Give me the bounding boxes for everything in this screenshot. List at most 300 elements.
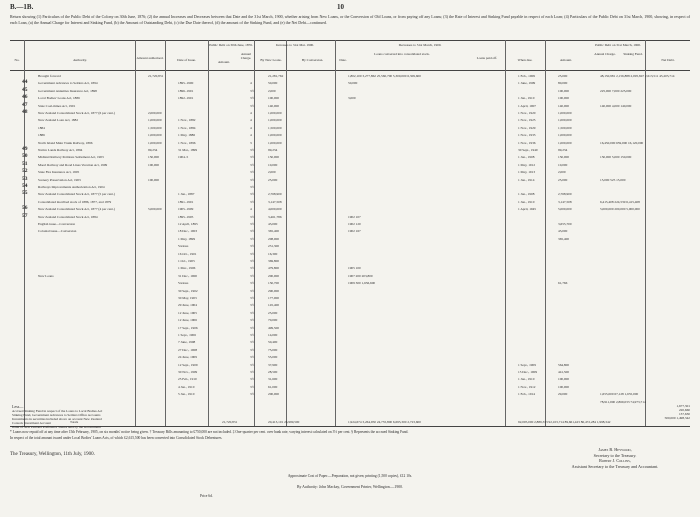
row-rate: 4	[250, 81, 252, 86]
column-head-annual-charge-1900: Annual Charge.	[594, 52, 616, 56]
row-number: 57	[22, 212, 28, 219]
row-when-due: 15 Dec., 1909	[518, 370, 538, 374]
row-number: 56	[22, 205, 28, 212]
approximate-cost: Approximate Cost of Paper.—Preparation, not given; printing (1,500 copies), £12 10s.	[287, 474, 413, 478]
printer-imprint: By Authority: John Mackay, Government Printer, Wellington.—1900.	[297, 485, 403, 489]
row-when-due: 1 May, 1913	[518, 170, 536, 175]
row-rate: 3½	[250, 333, 255, 337]
totals-label: Totals	[70, 420, 79, 424]
row-totals: 225,000 7,000 225,000	[600, 88, 632, 93]
row-increase: 50,400	[268, 340, 278, 345]
row-amount-1900: 150,000	[558, 155, 570, 160]
row-date-of-issue: 31 Dec., 1900	[178, 273, 198, 278]
row-increase: 1,000,000	[268, 133, 282, 138]
less-item: Accrued Sinking Fund in respect of the Loans to Local Bodies Act	[12, 409, 103, 413]
row-totals: 1,655,000 67,128 1,655,000	[600, 392, 639, 397]
row-rate: 3½	[250, 296, 255, 300]
row-decrease: 1902 167	[348, 229, 361, 234]
row-decrease: 1,802,100 3,277,862 25,560,700 5,300,000 6,309,600	[348, 74, 421, 78]
row-amount-1900: 1,000,000	[558, 133, 572, 138]
row-rate: 3½	[250, 259, 255, 263]
row-number: 48	[22, 109, 28, 115]
row-date-of-issue: 25 Feb., 1910	[178, 377, 197, 382]
footnote-2: In respect of the total amount issued under Local Bodies' Loans Acts, of which £2,615,500 has been converted into Consolidated Stock Debentures.	[10, 436, 223, 440]
row-when-due: 1 April, 1945	[518, 207, 536, 212]
row-amount-1900: 99,234	[558, 148, 568, 152]
column-head-amount-1900: Amount.	[560, 58, 572, 62]
row-date-of-issue: 1 Oct., 1905	[178, 259, 195, 263]
row-amount-authorised: 2,000,000	[148, 111, 162, 115]
row-rate: 3½	[250, 162, 255, 167]
row-increase: 50,000	[268, 81, 278, 86]
row-date-of-issue: 16 Oct., 1901	[178, 251, 197, 256]
row-number: 45	[22, 86, 28, 93]
row-amount-1900: 2,000	[558, 170, 566, 175]
row-rate: 3½	[250, 155, 255, 160]
row-decrease: 50,000	[348, 81, 358, 86]
less-item: Investments in securities included above on account New Zealand Consols Investment Account	[12, 417, 102, 425]
row-amount-authorised: 1,000,000	[148, 118, 162, 123]
row-rate: 3½	[250, 288, 255, 293]
place-date: The Treasury, Wellington, 11th July, 1900.	[10, 452, 95, 457]
row-when-due: 1 Nov., 1925	[518, 118, 536, 123]
row-rate: 3½	[250, 340, 255, 345]
row-date-of-issue: 1 Nov., 1882	[178, 118, 196, 123]
row-rate: 3½	[250, 148, 255, 152]
signatory-title: Assistant Secretary to the Treasury and Accountant.	[571, 463, 659, 469]
row-increase: 2,000	[268, 88, 276, 93]
row-amount-1900: 100,000	[558, 96, 570, 101]
row-when-due: 1 Nov., 1912	[518, 384, 536, 389]
column-head-authority: Authority.	[73, 58, 87, 62]
row-authority: New Zealand Consolidated Stock Act, 1877 (6 per cent.)	[38, 111, 115, 115]
row-rate: 3½	[250, 222, 255, 226]
row-increase: 290,000	[268, 288, 280, 293]
row-rate: 3½	[250, 170, 255, 175]
table-header-rule	[10, 70, 690, 71]
row-authority: New Zealand Consolidated Stock Act, 1877 (4 per cent.)	[38, 207, 115, 212]
signatory-name: Robert J. Collins,	[599, 458, 631, 463]
column-divider	[335, 40, 336, 426]
row-authority: State Fire Insurance Act, 1905	[38, 170, 80, 175]
row-number: 44	[22, 79, 28, 86]
row-increase: 231,300	[268, 244, 280, 249]
row-increase: 2,768,900	[268, 192, 282, 197]
row-totals: 15,000 525 15,000	[600, 177, 626, 182]
row-totals: 48,150,981 2,156,888 2,095,847 2,613,511 45,205,714	[600, 74, 675, 78]
row-date-of-issue: Various	[178, 281, 189, 286]
row-date-of-issue: 1904–5	[178, 155, 189, 160]
row-authority: Midland Railway Petitions Settlement Act, 1903	[38, 155, 104, 160]
row-rate: 3½	[250, 347, 255, 352]
row-amount-1900: 5,000,000	[558, 207, 572, 212]
column-divider	[135, 40, 136, 426]
row-amount-1900: 61,766	[558, 281, 568, 286]
row-totals: 6,415,408 224,539 6,415,408	[600, 199, 640, 204]
row-rate: 3½	[250, 96, 255, 101]
row-date-of-issue: 31 Mar., 1899	[178, 148, 198, 152]
less-value: 137,630	[678, 412, 690, 416]
row-date-of-issue: 12 June, 1906	[178, 318, 197, 323]
row-date-of-issue: 1905–1909	[178, 207, 194, 212]
page-number: 10	[337, 3, 344, 11]
row-increase: 1,500,000	[268, 125, 282, 130]
row-rate: 3½	[250, 377, 255, 382]
column-head-date: Date.	[339, 58, 347, 62]
row-date-of-issue: 1891–1901	[178, 199, 194, 204]
signature-block-1	[540, 447, 690, 458]
row-date-of-issue: 12 June, 1905	[178, 310, 197, 315]
row-rate: 3½	[250, 177, 255, 182]
row-date-of-issue: 30 May, 1903	[178, 296, 197, 300]
row-rate: 3½	[250, 199, 255, 204]
row-rate: 3½	[250, 266, 255, 271]
column-head-amount: Amount.	[218, 60, 230, 64]
row-authority: State Coal-mines Act, 1901	[38, 103, 76, 108]
row-amount-authorised: 100,000	[148, 177, 160, 182]
row-date-of-issue: 1 Nov., 1884	[178, 125, 196, 130]
less-value: 220,660	[678, 408, 690, 412]
row-number: 50	[22, 153, 28, 160]
row-totals: 150,000 5,000 150,000	[600, 155, 632, 160]
row-decrease: 1905 100	[348, 266, 361, 271]
column-divider	[545, 40, 546, 426]
row-amount-1900: 100,000	[558, 88, 570, 93]
row-increase: 25,000	[268, 310, 278, 315]
row-amount-authorised: 5,000,000	[148, 207, 162, 212]
row-amount-authorised: 1,500,000	[148, 125, 162, 130]
row-amount-authorised: 99,234	[148, 148, 158, 152]
row-rate: 3½	[250, 103, 255, 108]
row-amount-1900: 100,000	[558, 384, 570, 389]
row-date-of-issue: 1 Mar., 1906	[178, 266, 196, 271]
row-increase: 200,000	[268, 273, 280, 278]
column-head-debt-1876: Public Debt on 30th June, 1876.	[209, 43, 253, 47]
row-rate: 4	[250, 207, 252, 212]
row-date-of-issue: 1 May, 1886	[178, 133, 196, 138]
row-when-due: 1 Feb., 1914	[518, 392, 535, 397]
row-decrease: 1902 120	[348, 222, 361, 226]
row-increase: 140,000	[268, 103, 280, 108]
row-authority: Government Advances to Settlers Act, 1894	[38, 81, 98, 86]
row-rate: 3½	[250, 362, 255, 367]
row-authority: North Island Main Trunk Railway, 1896	[38, 140, 93, 145]
row-number: 55	[22, 190, 28, 197]
row-date-of-issue: 1892–1901	[178, 96, 194, 101]
column-head-no: No.	[14, 58, 20, 62]
row-date-of-issue: 29 June, 1904	[178, 303, 197, 308]
column-divider	[505, 40, 506, 426]
row-authority: New Loans	[38, 273, 54, 278]
less-value: 500,000 1,498,342	[664, 416, 690, 420]
row-authority: 1886	[38, 133, 45, 138]
row-date-of-issue: 17 Sept., 1906	[178, 325, 198, 330]
row-increase: 479,800	[268, 266, 280, 271]
row-rate: 3½	[250, 281, 255, 286]
row-increase: 150,700	[268, 281, 280, 286]
row-when-due: 1 May, 1912	[518, 162, 536, 167]
row-totals: 78,911,000 2,869,033 74,973,714	[600, 399, 646, 404]
row-rate: 4	[250, 111, 252, 115]
row-when-due: 1 Jan., 1908	[518, 155, 535, 160]
row-amount-1900: 1,500,000	[558, 125, 572, 130]
row-amount-1900: 43,000	[558, 229, 568, 234]
row-increase: 75,000	[268, 347, 278, 352]
row-amount-1900: 564,800	[558, 362, 570, 367]
row-date-of-issue: 1 Sept., 1906	[178, 333, 196, 337]
totals-decrease: 1,924,674 3,264,950 24,735,800 6,695,300 2,723,600	[348, 420, 421, 424]
row-amount-1900: 1,000,000	[558, 140, 572, 145]
less-value: 1,677,301	[676, 404, 690, 408]
row-when-due: 1 Jan., 1908	[518, 192, 535, 197]
row-amount-1900: 29,000	[558, 392, 568, 397]
row-date-of-issue: 1 May, 1899	[178, 236, 196, 241]
column-head-loans-paid-off: Loans paid off.	[476, 56, 498, 60]
row-when-due: 1 Sept., 1909	[518, 362, 536, 367]
column-head-when-due: When due.	[517, 58, 533, 62]
column-head-by-new-loans: By New Loans.	[260, 58, 282, 62]
row-rate: 3½	[250, 244, 255, 249]
row-amount-authorised: 1,000,000	[148, 133, 162, 138]
row-authority: Colonial issue—Conversion	[38, 229, 77, 234]
column-head-increases: Increases to 31st Mar. 1900.	[275, 43, 315, 47]
row-when-due: 30 Sept., 1940	[518, 148, 538, 152]
row-amount-authorised: 21,720,831	[148, 74, 164, 78]
row-increase: 200,000	[268, 392, 280, 397]
row-increase: 10,000	[268, 162, 278, 167]
row-number: 54	[22, 183, 28, 189]
row-amount-1900: 441,500	[558, 370, 570, 374]
row-rate: 3½	[250, 303, 255, 308]
row-amount-1900: 25,000	[558, 74, 568, 78]
row-when-due: 1 Nov., 1936	[518, 140, 536, 145]
row-increase: 2,000	[268, 170, 276, 175]
row-increase: 3,461,786	[268, 214, 282, 219]
row-amount-1900: 80,000	[558, 81, 568, 86]
row-authority: Government Annuities Insurance Act, 1898	[38, 88, 97, 93]
document-code: B.—1B.	[10, 3, 34, 11]
row-totals: 16,450,000 659,000 16,120,000	[600, 140, 644, 145]
row-when-due: 1 Feb., 1909	[518, 74, 535, 78]
row-when-due: 1 Jan., 1914	[518, 177, 535, 182]
signatory-title: Secretary to the Treasury.	[593, 452, 637, 458]
row-rate: 3½	[250, 251, 255, 256]
column-head-by-conversion: By Conversion.	[301, 58, 324, 62]
row-when-due: 1 Jan., 1910	[518, 96, 535, 101]
row-date-of-issue: 18 Dec., 1903	[178, 229, 198, 234]
row-rate: 3½	[250, 325, 255, 330]
row-date-of-issue: 30 Sept., 1902	[178, 288, 198, 293]
row-increase: 43,000	[268, 222, 278, 226]
row-rate: 3½	[250, 310, 255, 315]
row-when-due: 1 April, 1907	[518, 103, 536, 108]
row-totals: 5,000,000 200,000 5,000,000	[600, 207, 640, 212]
row-date-of-issue: 27 Dec., 1908	[178, 347, 198, 352]
row-date-of-issue: 1895–1900	[178, 81, 194, 86]
row-amount-authorised: 100,000	[148, 162, 160, 167]
row-increase: 100,000	[268, 96, 280, 101]
row-increase: 61,000	[268, 384, 278, 389]
row-increase: 499,500	[268, 325, 280, 330]
return-caption: Return showing (1) Particulars of the Public Debt of the Colony on 30th June, 1876; (2) the annual Increases and Decreases between that Date and the 31st March, 1900, whether arising from New Loans, or the Conversion of Old Loans, or from paying off any Loans; (3) the Rate of Interest and Sinking Fund payable in respect of each Loan; (4) Particulars of the Public Debt on 31st March, 1900, showing, in respect of each Loan, (a) the Annual Charge for Interest and Sinking Fund, (b) the Amount of Outstanding Debt, (c) the Due Date thereof, (d) the amount of the Sinking Fund, and (e) the Net Debt—continued.	[10, 14, 690, 25]
row-rate: 3½	[250, 214, 255, 219]
column-divider	[208, 40, 209, 426]
row-number: 46	[22, 94, 28, 101]
row-date-of-issue: 24 June, 1909	[178, 355, 197, 360]
row-amount-1900: 10,000	[558, 162, 568, 167]
row-date-of-issue: 12 Sept., 1909	[178, 362, 198, 367]
row-increase: 21,281,762	[268, 74, 284, 78]
signature-block-2	[540, 458, 690, 469]
row-totals: 140,000 4,000 140,000	[600, 103, 632, 108]
row-authority: Scenery Preservation Act, 1903	[38, 177, 81, 182]
row-increase: 1,000,000	[268, 118, 282, 123]
row-increase: 208,000	[268, 236, 280, 241]
row-increase: 365,400	[268, 229, 280, 234]
row-increase: 1,000,000	[268, 111, 282, 115]
row-increase: 31,600	[268, 377, 278, 382]
row-increase: 369,800	[268, 259, 280, 263]
totals-net: 92,005,000 2,889,333 92,103,714 89,661,423 86,472,284 1,998,342	[518, 420, 611, 424]
column-head-amount-authorised: Amount authorised.	[136, 56, 164, 60]
row-increase: 25,000	[268, 177, 278, 182]
row-date-of-issue: 7 June, 1908	[178, 340, 196, 345]
row-increase: 150,000	[268, 155, 280, 160]
row-increase: 70,000	[268, 318, 278, 323]
row-rate: 3½	[250, 273, 255, 278]
row-amount-1900: 1,000,000	[558, 118, 572, 123]
column-head-debt-1900: Public Debt on 31st March, 1900.	[595, 43, 641, 47]
row-increase: 14,000	[268, 333, 278, 337]
row-rate: 3½	[250, 318, 255, 323]
row-amount-1900: 25,000	[558, 177, 568, 182]
less-section	[12, 404, 112, 429]
row-rate: 3½	[250, 370, 255, 374]
row-increase: 1,000,000	[268, 140, 282, 145]
row-increase: 177,000	[268, 296, 280, 300]
row-decrease: 1909 300 1,636,600	[348, 281, 376, 286]
row-amount-1900: 3,655,700	[558, 222, 572, 226]
row-rate: 3	[250, 140, 252, 145]
row-number: 52	[22, 168, 28, 175]
table-top-rule	[10, 40, 690, 41]
row-rate: 4	[250, 118, 252, 123]
row-amount-1900: 2,768,900	[558, 192, 572, 197]
row-amount-1900: 100,000	[558, 377, 570, 382]
row-authority: Railways Improvements Authorization Act, 1904	[38, 185, 105, 189]
row-when-due: 1 Nov., 1920	[518, 111, 536, 115]
row-increase: 28,500	[268, 370, 278, 374]
row-amount-1900: 3,147,508	[558, 199, 572, 204]
row-number: 53	[22, 175, 28, 182]
row-authority: Local Bodies' Loans Act, 1886	[38, 96, 80, 101]
row-increase: 55,000	[268, 355, 278, 360]
row-decrease: 3,000	[348, 96, 356, 101]
row-number: 47	[22, 101, 28, 108]
row-increase: 16,300	[268, 251, 278, 256]
table-bottom-rule	[10, 426, 690, 427]
row-amount-1900: 140,000	[558, 103, 570, 108]
row-date-of-issue: 1895–1905	[178, 214, 194, 219]
row-rate: 3½	[250, 236, 255, 241]
column-divider	[645, 40, 646, 426]
row-increase: 145,400	[268, 303, 280, 308]
row-rate: 3½	[250, 229, 255, 234]
row-rate: 3½	[250, 355, 255, 360]
row-when-due: 1 June, 1909	[518, 81, 536, 86]
row-rate: 3½	[250, 88, 255, 93]
column-head-date-of-issue: Date of Issue.	[177, 58, 196, 62]
less-item: Sinking Fund, Government Advances to Settlers Office Accounts	[12, 413, 101, 417]
row-number: 49	[22, 146, 28, 152]
totals-amount: 21,720,831	[222, 420, 238, 424]
row-date-of-issue: 5 Jan., 1910	[178, 392, 195, 397]
row-authority: Brought forward	[38, 74, 61, 78]
row-date-of-issue: 4 Jan., 1910	[178, 384, 195, 389]
row-date-of-issue: Various	[178, 244, 189, 249]
row-date-of-issue: 1896–1901	[178, 88, 194, 93]
price: Price 6d.	[200, 494, 213, 498]
row-authority: Maori Railway and Road Lines Vacation Act, 1909	[38, 162, 108, 167]
row-when-due: 1 Nov., 1929	[518, 125, 536, 130]
column-divider	[286, 40, 287, 426]
totals-increase: 20,413,101 26,999,500	[268, 420, 300, 424]
row-increase: 99,234	[268, 148, 278, 152]
row-increase: 3,147,508	[268, 199, 282, 204]
row-rate: 4	[250, 125, 252, 130]
row-authority: English issue—Conversion	[38, 222, 76, 226]
less-item: Bank of New Zealand Preference Shares held by the Government	[12, 425, 101, 429]
row-decrease: 1902 107	[348, 214, 361, 219]
row-date-of-issue: 12 April, 1895	[178, 222, 198, 226]
row-authority: Consolidated inscribed stock of 1886, 1877, and 1879	[38, 199, 112, 204]
column-head-sinking-fund: Sinking Fund.	[623, 52, 643, 56]
row-rate: 3½	[250, 185, 255, 189]
column-divider	[165, 40, 166, 426]
row-number: 51	[22, 160, 28, 167]
row-amount-1900: 1,000,000	[558, 111, 572, 115]
row-amount-1900: 365,400	[558, 236, 570, 241]
row-date-of-issue: 30 Nov., 1909	[178, 370, 198, 374]
row-rate: 3½	[250, 192, 255, 197]
column-head-decreases: Decreases to 31st March, 1900.	[398, 43, 442, 47]
row-authority: Native Lands Railway Act, 1894	[38, 148, 83, 152]
row-when-due: 1 Nov., 1933	[518, 133, 536, 138]
row-authority: New Zealand Consolidated Stock Act, 1884	[38, 214, 98, 219]
column-head-net-debt: Net Debt.	[661, 58, 675, 62]
row-amount-authorised: 150,000	[148, 155, 160, 160]
footnote-1: * Loans now repaid off at any time after 15th February, 1905, on six months' notice being given. † Treasury Bills amounting to £750,000 are not included. ‡ One-quarter per cent. over bank rate, varying interest calculated on 3½ per cent. § Represents the accrued Sinking Fund.	[10, 430, 409, 434]
column-head-loans-converted: Loans converted into consolidated stock.	[374, 52, 430, 56]
row-increase: 37,900	[268, 362, 278, 367]
row-rate: 3½	[250, 384, 255, 389]
row-increase: 4,000,000	[268, 207, 282, 212]
less-title: Less—	[12, 404, 24, 409]
row-date-of-issue: 1 Nov., 1896	[178, 140, 196, 145]
row-decrease: 1907 200 203,800	[348, 273, 373, 278]
row-when-due: 1 Jan., 1910	[518, 377, 535, 382]
row-date-of-issue: 1 Jan., 1887	[178, 192, 195, 197]
row-authority: New Zealand Loan Act, 1882	[38, 118, 79, 123]
row-rate: 4	[250, 133, 252, 138]
row-authority: New Zealand Consolidated Stock Act, 1877 (5 per cent.)	[38, 192, 115, 197]
less-values	[646, 404, 690, 420]
row-authority: 1884	[38, 125, 45, 130]
row-when-due: 1 Jan., 1910	[518, 199, 535, 204]
column-head-annual-charge: Annual Charge.	[240, 52, 252, 60]
row-amount-authorised: 1,000,000	[148, 140, 162, 145]
row-rate: 3½	[250, 392, 255, 397]
